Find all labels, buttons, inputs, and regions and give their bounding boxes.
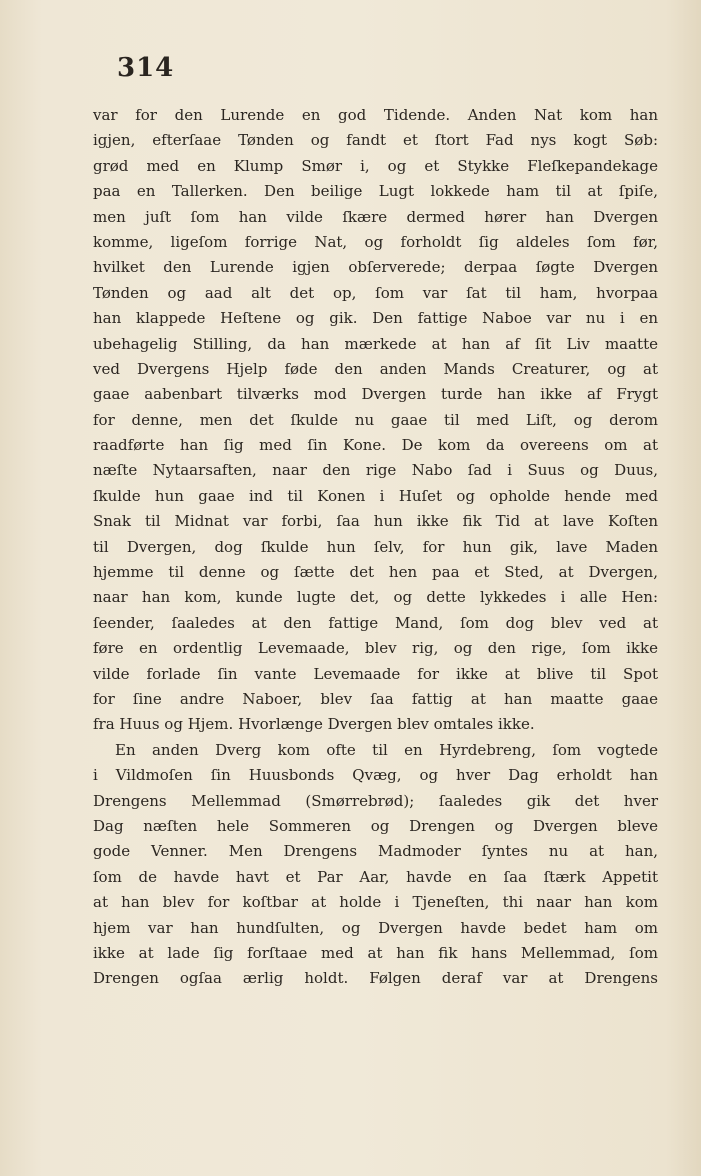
text-line: til Dvergen, dog ſkulde hun ſelv, for hun gik, lave Maden <box>93 537 658 556</box>
text-line: føre en ordentlig Levemaade, blev rig, og den rige, ſom ikke <box>93 639 658 658</box>
text-line: men juſt ſom han vilde ſkære dermed hører han Dvergen <box>93 207 658 226</box>
text-line: raadførte han ſig med ſin Kone. De kom da overeens om at <box>93 436 658 455</box>
text-line: ſom de havde havt et Par Aar, havde en ſaa ſtærk Appetit <box>93 867 658 886</box>
text-line: naar han kom, kunde lugte det, og dette lykkedes i alle Hen: <box>93 588 658 607</box>
text-line: komme, ligeſom forrige Nat, og forholdt ſig aldeles ſom før, <box>93 232 658 251</box>
text-line: vilde forlade ſin vante Levemaade for ikke at blive til Spot <box>93 664 658 683</box>
page-number: 314 <box>117 53 175 83</box>
text-line: fra Huus og Hjem. Hvorlænge Dvergen blev omtales ikke. <box>93 715 535 734</box>
text-line: Drengen ogſaa ærlig holdt. Følgen deraf var at Drengens <box>93 969 658 988</box>
text-line: for denne, men det ſkulde nu gaae til med Liſt, og derom <box>93 410 658 429</box>
text-line: var for den Lurende en god Tidende. Anden Nat kom han <box>93 106 658 124</box>
text-line: paa en Tallerken. Den beilige Lugt lokkede ham til at ſpiſe, <box>93 182 658 201</box>
text-line: hjemme til denne og ſætte det hen paa et Sted, at Dvergen, <box>93 563 658 582</box>
text-line: Snak til Midnat var forbi, ſaa hun ikke fik Tid at lave Koſten <box>93 512 658 531</box>
text-line: gode Venner. Men Drengens Madmoder ſyntes nu at han, <box>93 842 658 861</box>
text-line: En anden Dverg kom ofte til en Hyrdebreng, ſom vogtede <box>115 740 658 759</box>
text-line: hjem var han hundſulten, og Dvergen havde bedet ham om <box>93 918 658 937</box>
text-line: ſkulde hun gaae ind til Konen i Huſet og opholde hende med <box>93 486 658 505</box>
text-line: han klappede Heſtene og gik. Den fattige Naboe var nu i en <box>93 309 658 328</box>
text-line: gaae aabenbart tilværks mod Dvergen turde han ikke af Frygt <box>93 385 658 404</box>
text-line: ved Dvergens Hjelp føde den anden Mands Creaturer, og at <box>93 359 658 378</box>
text-line: ſeender, ſaaledes at den fattige Mand, ſom dog blev ved at <box>93 613 658 632</box>
text-line: Tønden og aad alt det op, ſom var ſat til ham, hvorpaa <box>93 283 658 302</box>
text-line: at han blev for koſtbar at holde i Tjeneſten, thi naar han kom <box>93 893 658 912</box>
text-line: for ſine andre Naboer, blev ſaa fattig at han maatte gaae <box>93 689 658 708</box>
text-line: næſte Nytaarsaften, naar den rige Nabo ſad i Suus og Duus, <box>93 461 658 480</box>
text-line: ubehagelig Stilling, da han mærkede at han af ſit Liv maatte <box>93 334 658 353</box>
text-line: Drengens Mellemmad (Smørrebrød); ſaaledes gik det hver <box>93 791 658 810</box>
text-line: grød med en Klump Smør i, og et Stykke Fleſkepandekage <box>93 156 658 175</box>
text-line: igjen, efterſaae Tønden og fandt et ſtort Fad nys kogt Søb: <box>93 131 658 150</box>
text-line: Dag næſten hele Sommeren og Drengen og Dvergen bleve <box>93 816 658 835</box>
body-text <box>93 103 658 992</box>
text-line: hvilket den Lurende igjen obſerverede; derpaa ſøgte Dvergen <box>93 258 658 277</box>
text-line: i Vildmoſen ſin Huusbonds Qvæg, og hver Dag erholdt han <box>93 766 658 785</box>
text-line: ikke at lade ſig forſtaae med at han fik hans Mellemmad, ſom <box>93 943 658 962</box>
